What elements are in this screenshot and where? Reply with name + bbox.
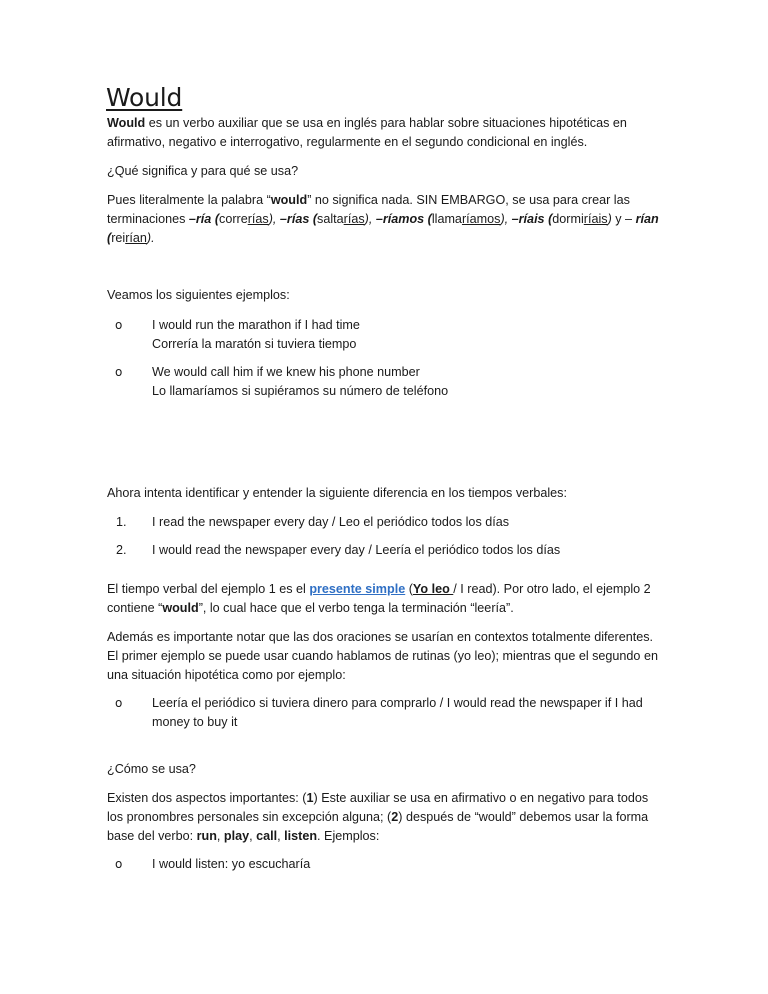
ending-riamos-close: ), [500,212,509,226]
tense-text-3: / I read). Por otro lado, el ejemplo 2 contiene “ [107,582,651,615]
page-title: Would [106,83,183,112]
presente-simple-link[interactable]: presente simple [309,582,406,596]
list-number: 2. [116,543,127,557]
ending-riais: –ríais ( [508,212,553,226]
ending-rias: –rías ( [276,212,318,226]
ending-riais-stem: dormi [552,212,584,226]
contexts-paragraph: Además es importante notar que las dos oraciones se usarían en contextos totalmente diferentes. El primer ejemplo se puede usar cuando hablamos de rutinas (yo leo); mientras que el segundo en una situación hipotética como por ejemplo: [107,630,658,682]
meaning-paragraph [107,191,667,248]
question-meaning: ¿Qué significa y para qué se usa? [107,164,299,178]
example-english: I would run the marathon if I had time [152,318,360,332]
ending-ria-suffix: rías [247,212,269,226]
meaning-would: would [270,193,308,207]
compare-text: I read the newspaper every day / Leo el periódico todos los días [152,515,510,529]
list-item [107,541,667,560]
usage-paragraph [107,789,667,846]
tense-text-1: El tiempo verbal del ejemplo 1 es el [107,582,310,596]
compare-text: I would read the newspaper every day / Leería el periódico todos los días [152,543,561,557]
list-number: 1. [116,515,127,529]
list-item [107,694,667,732]
question-usage: ¿Cómo se usa? [107,762,196,776]
verb-call: call [256,829,278,843]
ending-ria-stem: corre [219,212,248,226]
example-spanish: Correría la maratón si tuviera tiempo [152,337,357,351]
usage-text-1: Existen dos aspectos importantes: ( [107,791,307,805]
verb-run: run [196,829,217,843]
bullet-icon: o [115,857,123,871]
intro-text: es un verbo auxiliar que se usa en inglés para hablar sobre situaciones hipotéticas en afirmativo, negativo e interrogativo, regularmente en el segundo condicional en inglés. [107,116,627,149]
list-item [107,855,667,874]
yo-leo: Yo leo [412,582,454,596]
usage-number-1: 1 [306,791,314,805]
tense-text-2: ( [405,582,413,596]
ending-riamos-suffix: ríamos [461,212,501,226]
tense-paragraph [107,580,667,618]
usage-text-4: . Ejemplos: [317,829,380,843]
comma: , [249,829,257,843]
ending-rias-suffix: rías [343,212,365,226]
meaning-text-1: Pues literalmente la palabra “ [107,193,271,207]
ending-riais-close: ) [607,212,612,226]
hypothetical-example: Leería el periódico si tuviera dinero para comprarlo / I would read the newspaper if I had money to buy it [152,696,643,729]
bullet-icon: o [115,318,123,332]
tense-would: would [162,601,199,615]
ending-riamos: –ríamos ( [372,212,432,226]
ending-rian-close: ). [146,231,155,245]
intro-bold: Would [107,116,146,130]
document-page [106,83,667,874]
list-item [107,316,667,354]
usage-text-2: ) Este auxiliar se usa en afirmativo o en negativo para todos los pronombres personales sin excepción alguna; ( [107,791,649,824]
ending-rian-suffix: rían [125,231,147,245]
comma: , [216,829,224,843]
intro-paragraph [107,114,667,152]
tense-text-4: ”, lo cual hace que el verbo tenga la terminación “leería”. [198,601,514,615]
examples-intro: Veamos los siguientes ejemplos: [107,288,290,302]
usage-text-3: ) después de “would” debemos usar la forma base del verbo: [107,810,649,843]
ending-ria: –ría ( [188,212,220,226]
usage-example: I would listen: yo escucharía [152,857,311,871]
meaning-and: y – [611,212,636,226]
ending-rian-stem: rei [111,231,126,245]
example-english: We would call him if we knew his phone number [152,365,420,379]
bullet-icon: o [115,365,123,379]
compare-intro: Ahora intenta identificar y entender la siguiente diferencia en los tiempos verbales: [107,486,567,500]
ending-rian: rían ( [107,212,659,245]
comma: , [277,829,285,843]
meaning-text-2: ” no significa nada. SIN EMBARGO, se usa para crear las terminaciones [107,193,630,226]
list-item [107,513,667,532]
usage-number-2: 2 [391,810,399,824]
ending-rias-stem: salta [317,212,344,226]
ending-riais-suffix: ríais [583,212,608,226]
example-spanish: Lo llamaríamos si supiéramos su número de teléfono [152,384,449,398]
ending-rias-close: ), [364,212,373,226]
verb-listen: listen [284,829,318,843]
list-item [107,363,667,401]
bullet-icon: o [115,696,123,710]
ending-ria-close: ), [268,212,277,226]
ending-riamos-stem: llama [431,212,462,226]
verb-play: play [223,829,250,843]
